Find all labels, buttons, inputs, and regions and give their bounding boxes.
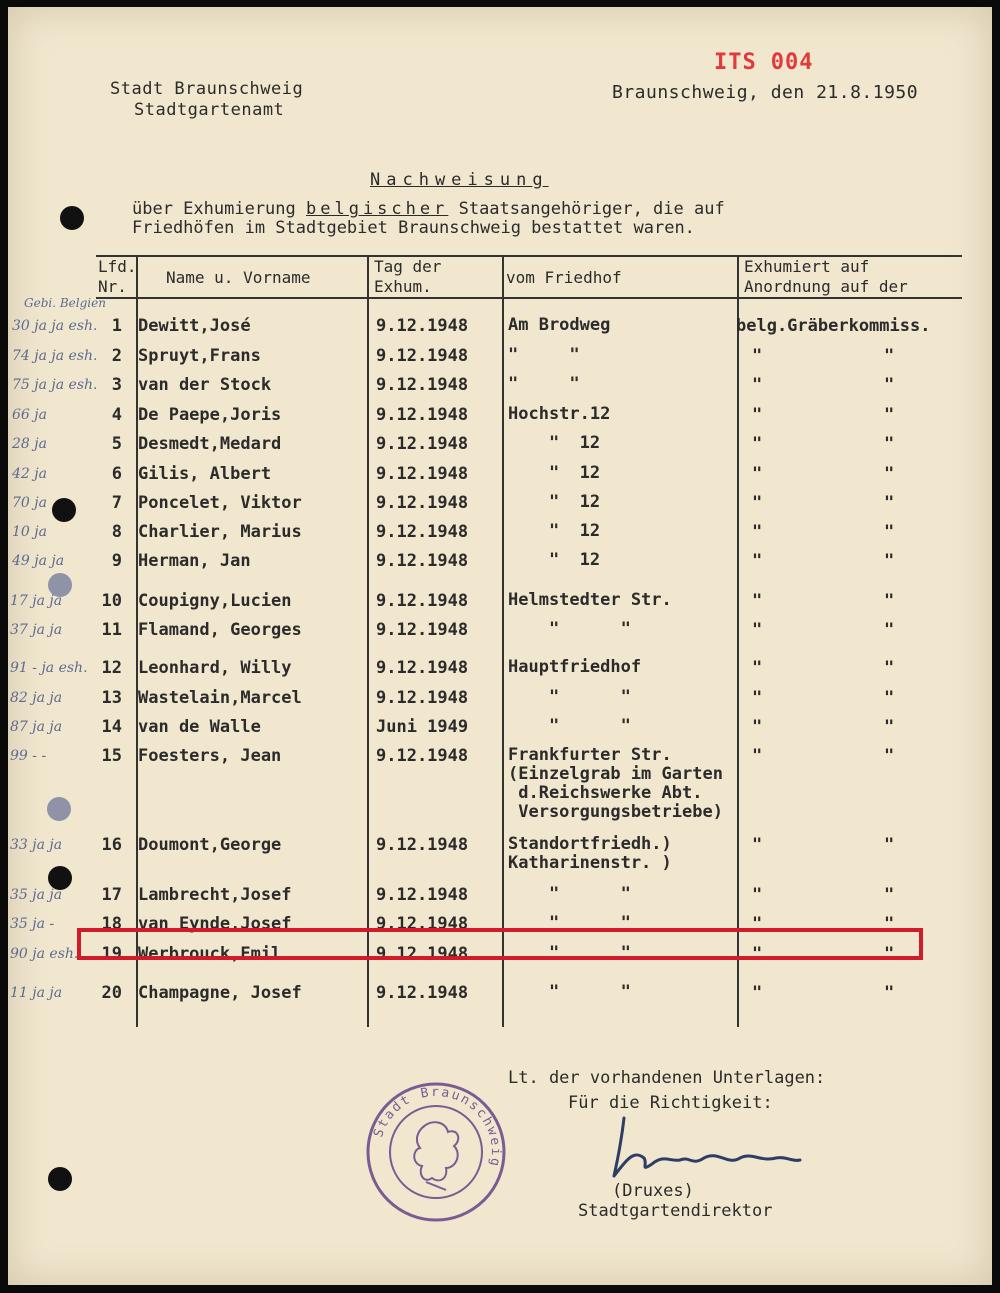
row-ditto-mark: " [752,551,763,571]
row-ditto-mark: " [884,983,895,1003]
issuer-line2: Stadtgartenamt [134,100,285,120]
margin-pencil-note: 42 ja [12,466,47,482]
row-ditto-mark: " [752,835,763,855]
table-row [0,346,984,370]
margin-pencil-note: 37 ja ja [10,622,63,638]
table-row [0,591,984,615]
margin-pencil-note: 10 ja [12,524,47,540]
row-exhumation-date: 9.12.1948 [376,522,469,542]
margin-pencil-note: 33 ja ja [10,837,63,853]
margin-pencil-note: 90 ja esh. [10,946,79,962]
row-cemetery: " 12 [508,433,601,453]
row-name: Champagne, Josef [138,983,302,1003]
highlighted-row-box [77,928,923,960]
row-number: 4 [111,405,122,425]
row-ditto-mark: " [884,746,895,766]
row-exhumation-date: 9.12.1948 [376,346,469,366]
row-ditto-mark: " [752,717,763,737]
row-ditto-mark: " [752,464,763,484]
row-number: 11 [101,620,122,640]
subtitle-line1 [132,199,725,219]
city-seal-stamp [362,1078,510,1226]
row-exhumation-date: 9.12.1948 [376,493,469,513]
row-number: 9 [111,551,122,571]
row-number: 2 [111,346,122,366]
header-date-line1: Tag der [374,257,442,276]
archive-code [714,50,814,75]
row-cemetery: " " [508,619,631,639]
margin-pencil-note: 30 ja ja esh. [12,318,98,334]
row-number: 18 [101,914,122,934]
header-nr-line2: Nr. [98,277,127,296]
row-name: Leonhard, Willy [138,658,292,678]
row-exhumation-date: 9.12.1948 [376,914,469,934]
row-exhumation-date: 9.12.1948 [376,375,469,395]
row-cemetery: " " [508,913,631,933]
row-ditto-mark: " [884,405,895,425]
subtitle-prefix: über Exhumierung [132,199,306,219]
row-number: 12 [101,658,122,678]
margin-pencil-note: 75 ja ja esh. [12,377,98,393]
row-exhumation-date: 9.12.1948 [376,835,469,855]
row-number: 14 [101,717,122,737]
row-name: De Paepe,Joris [138,405,282,425]
row-cemetery: " " [508,982,631,1002]
row-cemetery: " " [508,687,631,707]
signer-title: Stadtgartendirektor [578,1201,773,1221]
row-ditto-mark: " [884,717,895,737]
header-exhumed-line1: Exhumiert auf [744,257,870,276]
row-ditto-mark: " [884,375,895,395]
row-cemetery: Hochstr.12 [508,404,611,424]
subtitle-line2: Friedhöfen im Stadtgebiet Braunschweig bestattet waren. [132,218,695,238]
row-cemetery: " " [508,374,580,394]
row-name: Herman, Jan [138,551,251,571]
row-name: van Eynde,Josef [138,914,292,934]
header-cemetery: vom Friedhof [506,268,622,287]
row-number: 8 [111,522,122,542]
table-header-rule [96,297,962,299]
table-row [0,375,984,399]
table-row [0,434,984,458]
row-number: 5 [111,434,122,454]
margin-pencil-note: 74 ja ja esh. [12,348,98,364]
row-cemetery: " 12 [508,521,601,541]
row-exhumation-date: 9.12.1948 [376,983,469,1003]
row-ditto-mark: " [752,434,763,454]
archive-code-prefix: ITS [714,50,757,75]
row-ditto-mark: " [752,746,763,766]
row-ditto-mark: " [884,493,895,513]
row-ditto-mark: " [752,591,763,611]
row-exhumation-date: 9.12.1948 [376,551,469,571]
signature-mark [600,1106,810,1186]
row-ditto-mark: " [884,522,895,542]
margin-pencil-note: 99 - - [10,748,47,764]
header-exhumed [744,257,908,297]
row-name: Dewitt,José [138,316,251,336]
signer-name: (Druxes) [612,1181,694,1201]
row-ditto-mark: " [752,522,763,542]
row-ditto-mark: " [884,914,895,934]
row-name: Werbrouck,Emil [138,944,282,964]
row-number: 10 [101,591,122,611]
row-exhumation-date: Juni 1949 [376,717,469,737]
row-cemetery: " " [508,345,580,365]
row-ditto-mark: " [884,835,895,855]
row-exhumation-date: 9.12.1948 [376,405,469,425]
table-row [0,493,984,517]
row-ditto-mark: " [752,885,763,905]
row-name: van der Stock [138,375,272,395]
row-name: Spruyt,Frans [138,346,261,366]
row-ditto-mark: " [752,983,763,1003]
row-ditto-mark: " [752,658,763,678]
row-exhumation-date: 9.12.1948 [376,658,469,678]
row-name: Lambrecht,Josef [138,885,292,905]
row-cemetery: " 12 [508,492,601,512]
row-exhumed-by: belg.Gräberkommiss. [736,316,931,336]
table-row [0,745,984,822]
table-row [0,522,984,546]
table-row [0,983,984,1007]
row-ditto-mark: " [884,688,895,708]
row-ditto-mark: " [884,464,895,484]
row-ditto-mark: " [752,375,763,395]
table-row [0,464,984,488]
row-cemetery: " " [508,716,631,736]
punch-hole [60,206,84,230]
header-date [374,257,441,297]
row-exhumation-date: 9.12.1948 [376,944,469,964]
row-ditto-mark: " [752,405,763,425]
row-number: 1 [111,316,122,336]
row-exhumation-date: 9.12.1948 [376,464,469,484]
margin-pencil-note: 91 - ja esh. [10,660,88,676]
row-ditto-mark: " [752,944,763,964]
margin-pencil-note: 66 ja [12,407,47,423]
row-exhumation-date: 9.12.1948 [376,885,469,905]
row-number: 15 [101,746,122,766]
header-exhumed-line2: Anordnung auf der [744,277,908,296]
row-name: Doumont,George [138,835,282,855]
row-ditto-mark: " [752,688,763,708]
row-ditto-mark: " [752,493,763,513]
archive-code-number: 004 [770,50,814,75]
row-name: Flamand, Georges [138,620,302,640]
row-ditto-mark: " [884,346,895,366]
margin-pencil-note: 35 ja ja [10,887,63,903]
row-cemetery: " " [508,943,631,963]
row-name: Poncelet, Viktor [138,493,302,513]
row-cemetery: Frankfurter Str. (Einzelgrab im Garten d.Reichswerke Abt. Versorgungsbetriebe) [508,745,723,822]
row-ditto-mark: " [884,658,895,678]
row-cemetery: " " [508,884,631,904]
row-ditto-mark: " [752,914,763,934]
subtitle-suffix: Staatsangehöriger, die auf [448,199,725,219]
row-name: Foesters, Jean [138,746,282,766]
row-name: van de Walle [138,717,261,737]
row-cemetery: Hauptfriedhof [508,657,642,677]
footer-line2: Für die Richtigkeit: [568,1093,773,1113]
table-row [0,885,984,909]
row-ditto-mark: " [884,620,895,640]
header-nr-line1: Lfd. [98,257,137,276]
table-row [0,551,984,575]
row-ditto-mark: " [884,944,895,964]
row-cemetery: " 12 [508,463,601,483]
punch-hole [48,1167,72,1191]
row-exhumation-date: 9.12.1948 [376,316,469,336]
table-row [0,620,984,644]
row-number: 16 [101,835,122,855]
row-cemetery: Helmstedter Str. [508,590,672,610]
table-row [0,688,984,712]
table-row [0,717,984,741]
margin-header-note: Gebi. Belgien [24,296,106,310]
row-ditto-mark: " [884,551,895,571]
row-cemetery: Standortfriedh.) Katharinenstr. ) [508,834,672,873]
issuer-line1: Stadt Braunschweig [110,79,304,99]
row-number: 13 [101,688,122,708]
margin-pencil-note: 87 ja ja [10,719,63,735]
footer-line1: Lt. der vorhandenen Unterlagen: [508,1068,826,1088]
seal-text: Stadt Braunschweig [371,1084,504,1170]
row-number: 17 [101,885,122,905]
row-cemetery: " 12 [508,550,601,570]
row-number: 7 [111,493,122,513]
margin-pencil-note: 70 ja [12,495,47,511]
row-name: Coupigny,Lucien [138,591,292,611]
margin-pencil-note: 82 ja ja [10,690,63,706]
row-number: 20 [101,983,122,1003]
row-name: Wastelain,Marcel [138,688,302,708]
row-ditto-mark: " [884,434,895,454]
row-ditto-mark: " [752,346,763,366]
row-exhumation-date: 9.12.1948 [376,746,469,766]
row-ditto-mark: " [884,885,895,905]
header-nr [98,257,137,297]
row-number: 3 [111,375,122,395]
row-exhumation-date: 9.12.1948 [376,620,469,640]
margin-pencil-note: 28 ja [12,436,47,452]
row-ditto-mark: " [752,620,763,640]
margin-pencil-note: 17 ja ja [10,593,63,609]
header-date-line2: Exhum. [374,277,432,296]
margin-pencil-note: 11 ja ja [10,985,63,1001]
document-title: Nachweisung [370,170,549,190]
subtitle-emphasis: belgischer [306,199,449,219]
row-number: 6 [111,464,122,484]
row-name: Gilis, Albert [138,464,272,484]
margin-pencil-note: 35 ja - [10,916,55,932]
row-cemetery: Am Brodweg [508,315,611,335]
header-name: Name u. Vorname [166,268,311,287]
row-exhumation-date: 9.12.1948 [376,434,469,454]
table-row [0,316,984,340]
row-number: 19 [101,944,122,964]
table-row [0,834,984,873]
table-row [0,405,984,429]
punch-hole [47,797,71,821]
row-exhumation-date: 9.12.1948 [376,688,469,708]
row-name: Desmedt,Medard [138,434,282,454]
table-row [0,658,984,682]
row-ditto-mark: " [884,591,895,611]
row-exhumation-date: 9.12.1948 [376,591,469,611]
margin-pencil-note: 49 ja ja [12,553,65,569]
place-date: Braunschweig, den 21.8.1950 [612,82,919,103]
row-name: Charlier, Marius [138,522,302,542]
